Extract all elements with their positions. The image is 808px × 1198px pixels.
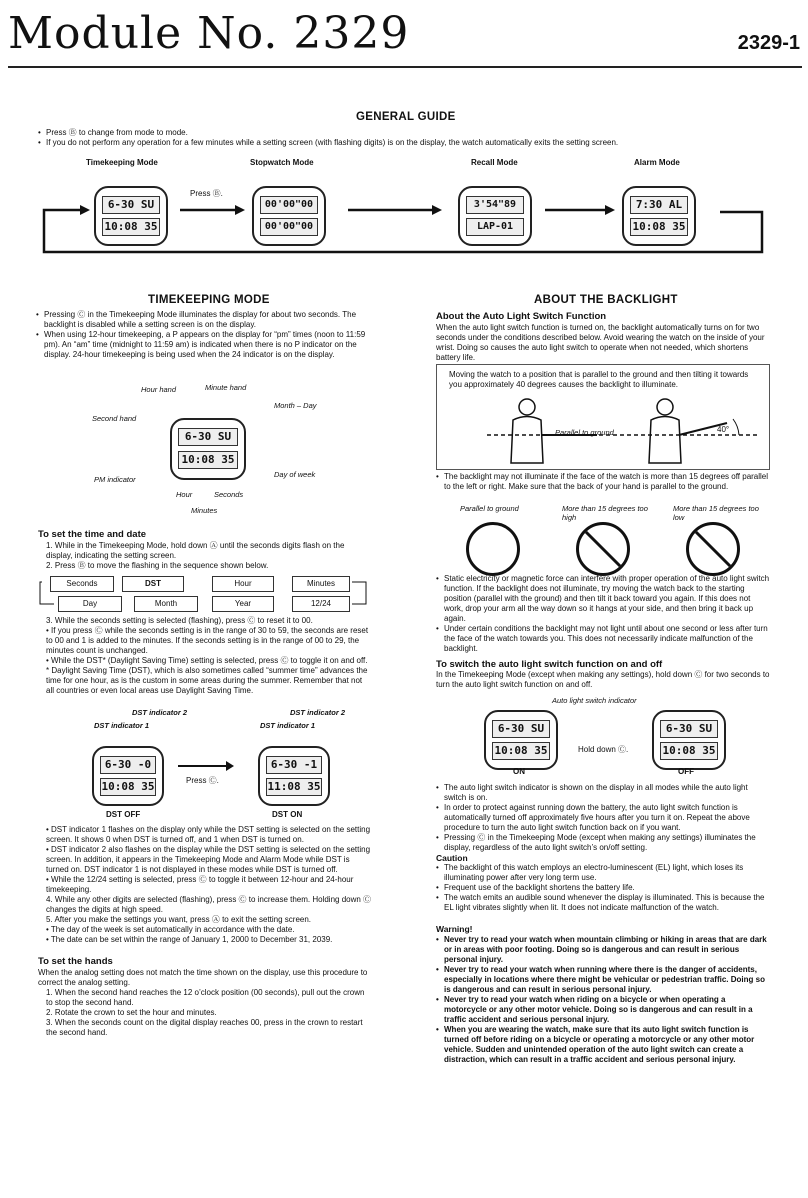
tilt-illustration — [477, 395, 757, 465]
step: • While the 12/24 setting is selected, press Ⓒ to toggle it between 12-hour and 24-hour timekeeping. — [46, 875, 354, 894]
watch-recall — [458, 186, 532, 246]
seq-box: Month — [134, 596, 198, 612]
timekeeping-bullet: • When using 12-hour timekeeping, a P appears on the display for “pm” times (noon to 11:59 pm). An “am” time (midnight to 11:59 am) is indicated when there is no P indicator on the display. 24-hour timekeeping is being used when the 24 indicator is on the display. — [36, 330, 372, 360]
step: • DST indicator 2 also flashes on the display while the DST setting is selected on the setting screen. In addition, it appears in the Timekeeping Mode and Alarm Mode while DST is turned on. DST indicator 1 is not displayed in these modes while DST is turned off. — [46, 845, 371, 874]
step: 2. Press Ⓑ to move the flashing in the sequence shown below. — [46, 561, 269, 570]
backlight-bullet: • In order to protect against running down the battery, the auto light switch function is automatically turned off approximately five hours after you turn it on. Repeat the above procedure to turn the auto light switch function back on if you want. — [436, 803, 770, 833]
watch-timekeeping — [94, 186, 168, 246]
caution-item: • The backlight of this watch employs an electro-luminescent (EL) light, which loses its illuminating power after very long term use. — [436, 863, 770, 883]
mode-label-timekeeping: Timekeeping Mode — [86, 158, 158, 167]
label-day-of-week: Day of week — [274, 470, 316, 479]
set-time-steps — [36, 541, 372, 571]
step: 4. While any other digits are selected (flashing), press Ⓒ to increase them. Holding down Ⓒ changes the digits at high speed. — [46, 895, 372, 914]
label-dst-ind1: DST indicator 1 — [94, 721, 150, 730]
caution-item: • Frequent use of the backlight shortens the battery life. — [436, 883, 770, 893]
dst-off-label: DST OFF — [106, 810, 141, 819]
mode-label-alarm: Alarm Mode — [634, 158, 680, 167]
lcd-top: 3'54"89 — [466, 196, 524, 214]
tilt-box — [436, 364, 770, 470]
step: 3. While the seconds setting is selected (flashing), press Ⓒ to reset it to 00. — [46, 616, 313, 625]
seq-box: Day — [58, 596, 122, 612]
label-seconds: Seconds — [214, 490, 244, 499]
label-hour-hand: Hour hand — [141, 385, 177, 394]
set-hands-intro: When the analog setting does not match the time shown on the display, use this procedure to correct the analog setting. — [38, 968, 368, 987]
lcd-bottom: 10:08 35 — [492, 742, 550, 760]
tilt-bullet — [436, 472, 770, 492]
label-angle: 40° — [717, 425, 730, 434]
timekeeping-bullets — [36, 310, 372, 360]
general-bullet: • If you do not perform any operation for a few minutes while a setting screen (with flashing digits) is on the display, the watch automatically exits the setting screen. — [38, 138, 778, 148]
lcd-top: 6-30 SU — [102, 196, 160, 214]
lcd-top: 6-30 -0 — [100, 756, 156, 774]
step: 1. When the second hand reaches the 12 o’clock position (00 seconds), pull out the crown to stop the second hand. — [46, 988, 365, 1007]
lcd-bottom: 10:08 35 — [102, 218, 160, 236]
backlight-bullets-2 — [436, 574, 770, 654]
warning-item: • When you are wearing the watch, make sure that its auto light switch function is turned off before riding on a bicycle or operating a motorcycle or any other motor vehicle. Sudden and unintended operation of the auto light switch can create a distraction, which can result in a traffic accident and serious personal injury. — [436, 1025, 770, 1065]
warning-item: • Never try to read your watch when mountain climbing or hiking in areas that are dark or in areas with poor footing. Doing so is dangerous and can result in serious personal injury. — [436, 935, 770, 965]
tilt-bullet-item: • The backlight may not illuminate if the face of the watch is more than 15 degrees off parallel to the left or right. Make sure that the back of your hand is parallel to the ground. — [436, 472, 770, 492]
seq-box: DST — [122, 576, 184, 592]
label-minutes: Minutes — [191, 506, 218, 515]
timekeeping-heading: TIMEKEEPING MODE — [148, 294, 270, 306]
switch-text: In the Timekeeping Mode (except when making any settings), hold down Ⓒ for two seconds to turn the auto light switch function on and off. — [436, 670, 770, 689]
page-number: 2329-1 — [737, 32, 800, 54]
watch-diagram — [170, 418, 246, 480]
set-hands-heading: To set the hands — [38, 956, 113, 967]
caution-item: • The watch emits an audible sound whenever the display is illuminated. This is because the EL light vibrates slightly when lit. It does not indicate malfunction of the watch. — [436, 893, 770, 913]
auto-light-on-label: ON — [513, 767, 525, 776]
too-low-prohibited-icon — [686, 522, 740, 576]
lcd-top: 6-30 SU — [178, 428, 238, 446]
lcd-bottom: 10:08 35 — [660, 742, 718, 760]
watch-dst-off — [92, 746, 164, 806]
label-auto-light-indicator: Auto light switch indicator — [552, 696, 637, 705]
label-month-day: Month – Day — [274, 401, 317, 410]
set-hands-steps — [36, 988, 372, 1038]
set-time-steps-3 — [36, 825, 372, 945]
backlight-bullet: • Pressing Ⓒ in the Timekeeping Mode (except when making any settings) illuminates the display, regardless of the auto light switch’s on/off setting. — [436, 833, 770, 853]
watch-dst-on — [258, 746, 330, 806]
label-dst-ind2-on: DST indicator 2 — [290, 708, 346, 717]
lcd-bottom: 11:08 35 — [266, 778, 322, 796]
page-title: Module No. 2329 — [8, 8, 410, 59]
caution-list — [436, 863, 770, 913]
too-high-prohibited-icon — [576, 522, 630, 576]
header-rule — [8, 66, 802, 68]
lcd-bottom: 10:08 35 — [178, 451, 238, 469]
seq-box: Seconds — [50, 576, 114, 592]
step: • The date can be set within the range of January 1, 2000 to December 31, 2039. — [46, 935, 333, 944]
lcd-bottom: 10:08 35 — [630, 218, 688, 236]
backlight-bullet: • The auto light switch indicator is shown on the display in all modes while the auto light switch is on. — [436, 783, 770, 803]
step: • If you press Ⓒ while the seconds setting is in the range of 30 to 59, the seconds are reset to 00 and 1 is added to the minutes. If the seconds setting is in the range of 00 to 29, the minutes count is unchanged. — [46, 626, 369, 655]
mode-label-stopwatch: Stopwatch Mode — [250, 158, 314, 167]
label-dst-ind1-on: DST indicator 1 — [260, 721, 316, 730]
caution-heading: Caution — [436, 853, 468, 863]
warning-heading: Warning! — [436, 924, 473, 934]
backlight-bullets-3 — [436, 783, 770, 853]
step: • DST indicator 1 flashes on the display only while the DST setting is selected on the setting screen. It shows 0 when DST is turned off, and 1 when DST is turned on. — [46, 825, 371, 844]
watch-auto-light-on — [484, 710, 558, 770]
label-minute-hand: Minute hand — [205, 383, 247, 392]
step: 3. When the seconds count on the digital display reaches 00, press in the crown to restart the second hand. — [46, 1018, 363, 1037]
watch-alarm — [622, 186, 696, 246]
lcd-top: 6-30 -1 — [266, 756, 322, 774]
lcd-top: 00'00"00 — [260, 196, 318, 214]
seq-box: Hour — [212, 576, 274, 592]
auto-light-off-label: OFF — [678, 767, 694, 776]
warning-item: • Never try to read your watch when riding on a bicycle or when operating a motorcycle or any other motor vehicle. Doing so is dangerous and can result in a traffic accident and serious personal injury. — [436, 995, 770, 1025]
press-b-label: Press Ⓑ. — [190, 189, 223, 198]
set-time-steps-2 — [36, 616, 372, 696]
lcd-bottom: 00'00"00 — [260, 218, 318, 236]
label-pm-indicator: PM indicator — [94, 475, 136, 484]
general-bullet: • Press Ⓑ to change from mode to mode. — [38, 128, 778, 138]
step: • While the DST* (Daylight Saving Time) setting is selected, press Ⓒ to toggle it on and off. — [46, 656, 368, 665]
tilt-box-text: Moving the watch to a position that is parallel to the ground and then tilting it towards you approximately 40 degrees causes the backlight to illuminate. — [449, 370, 749, 389]
watch-stopwatch — [252, 186, 326, 246]
lcd-top: 6-30 SU — [660, 720, 718, 738]
step: 1. While in the Timekeeping Mode, hold down Ⓐ until the seconds digits flash on the display, indicating the setting screen. — [46, 541, 345, 560]
press-c-label: Press Ⓒ. — [186, 776, 219, 785]
lcd-top: 6-30 SU — [492, 720, 550, 738]
set-time-heading: To set the time and date — [38, 529, 147, 540]
label-parallel: Parallel to ground — [555, 428, 614, 437]
lcd-bottom: 10:08 35 — [100, 778, 156, 796]
icon-label-too-high: More than 15 degrees too high — [562, 504, 648, 522]
icon-label-parallel: Parallel to ground — [460, 504, 519, 513]
seq-box: Minutes — [292, 576, 350, 592]
step: 5. After you make the settings you want, press Ⓐ to exit the setting screen. — [46, 915, 312, 924]
backlight-bullet: • Under certain conditions the backlight may not light until about one second or less after turn the face of the watch towards you. This does not necessarily indicate malfunction of the backlight. — [436, 624, 770, 654]
lcd-bottom: LAP-01 — [466, 218, 524, 236]
label-hour: Hour — [176, 490, 193, 499]
warning-item: • Never try to read your watch when running where there is the danger of accidents, especially in locations where there might be vehicular or pedestrian traffic. Doing so is dangerous and can result in serious personal injury. — [436, 965, 770, 995]
step: • The day of the week is set automatically in accordance with the date. — [46, 925, 295, 934]
warning-list — [436, 935, 770, 1065]
icon-label-too-low: More than 15 degrees too low — [673, 504, 759, 522]
about-auto-light-heading: About the Auto Light Switch Function — [436, 311, 607, 322]
hold-c-label: Hold down Ⓒ. — [578, 745, 629, 754]
label-dst-ind2: DST indicator 2 — [132, 708, 188, 717]
lcd-top: 7:30 AL — [630, 196, 688, 214]
step: * Daylight Saving Time (DST), which is also sometimes called “summer time” advances the time for one hour, as is the custom in some areas during the summer. Remember that not all countries or even local areas use Daylight Saving Time. — [46, 666, 368, 695]
seq-box: 12/24 — [292, 596, 350, 612]
general-guide-heading: GENERAL GUIDE — [356, 111, 456, 123]
switch-heading: To switch the auto light switch function on and off — [436, 659, 663, 670]
watch-auto-light-off — [652, 710, 726, 770]
parallel-ok-icon — [466, 522, 520, 576]
dst-arrow — [176, 760, 236, 772]
general-bullets — [38, 128, 778, 148]
mode-label-recall: Recall Mode — [471, 158, 518, 167]
about-auto-light-text: When the auto light switch function is turned on, the backlight automatically turns on for two seconds under the conditions described below. Avoid wearing the watch on the inside of your wrist. Doing so causes the auto light switch to operate when not needed, which shortens battery life. — [436, 323, 765, 362]
seq-box: Year — [212, 596, 274, 612]
timekeeping-bullet: • Pressing Ⓒ in the Timekeeping Mode illuminates the display for about two seconds. The backlight is disabled while a setting screen is on the display. — [36, 310, 372, 330]
backlight-heading: ABOUT THE BACKLIGHT — [534, 294, 678, 306]
label-second-hand: Second hand — [92, 414, 137, 423]
step: 2. Rotate the crown to set the hour and minutes. — [46, 1008, 217, 1017]
backlight-bullet: • Static electricity or magnetic force can interfere with proper operation of the auto light switch function. If the backlight does not illuminate, try moving the watch back to the starting position (parallel with the ground) and then tilt it back toward you again. If this does not work, drop your arm all the way down so it hangs at your side, and then bring it back up again. — [436, 574, 770, 624]
dst-on-label: DST ON — [272, 810, 303, 819]
